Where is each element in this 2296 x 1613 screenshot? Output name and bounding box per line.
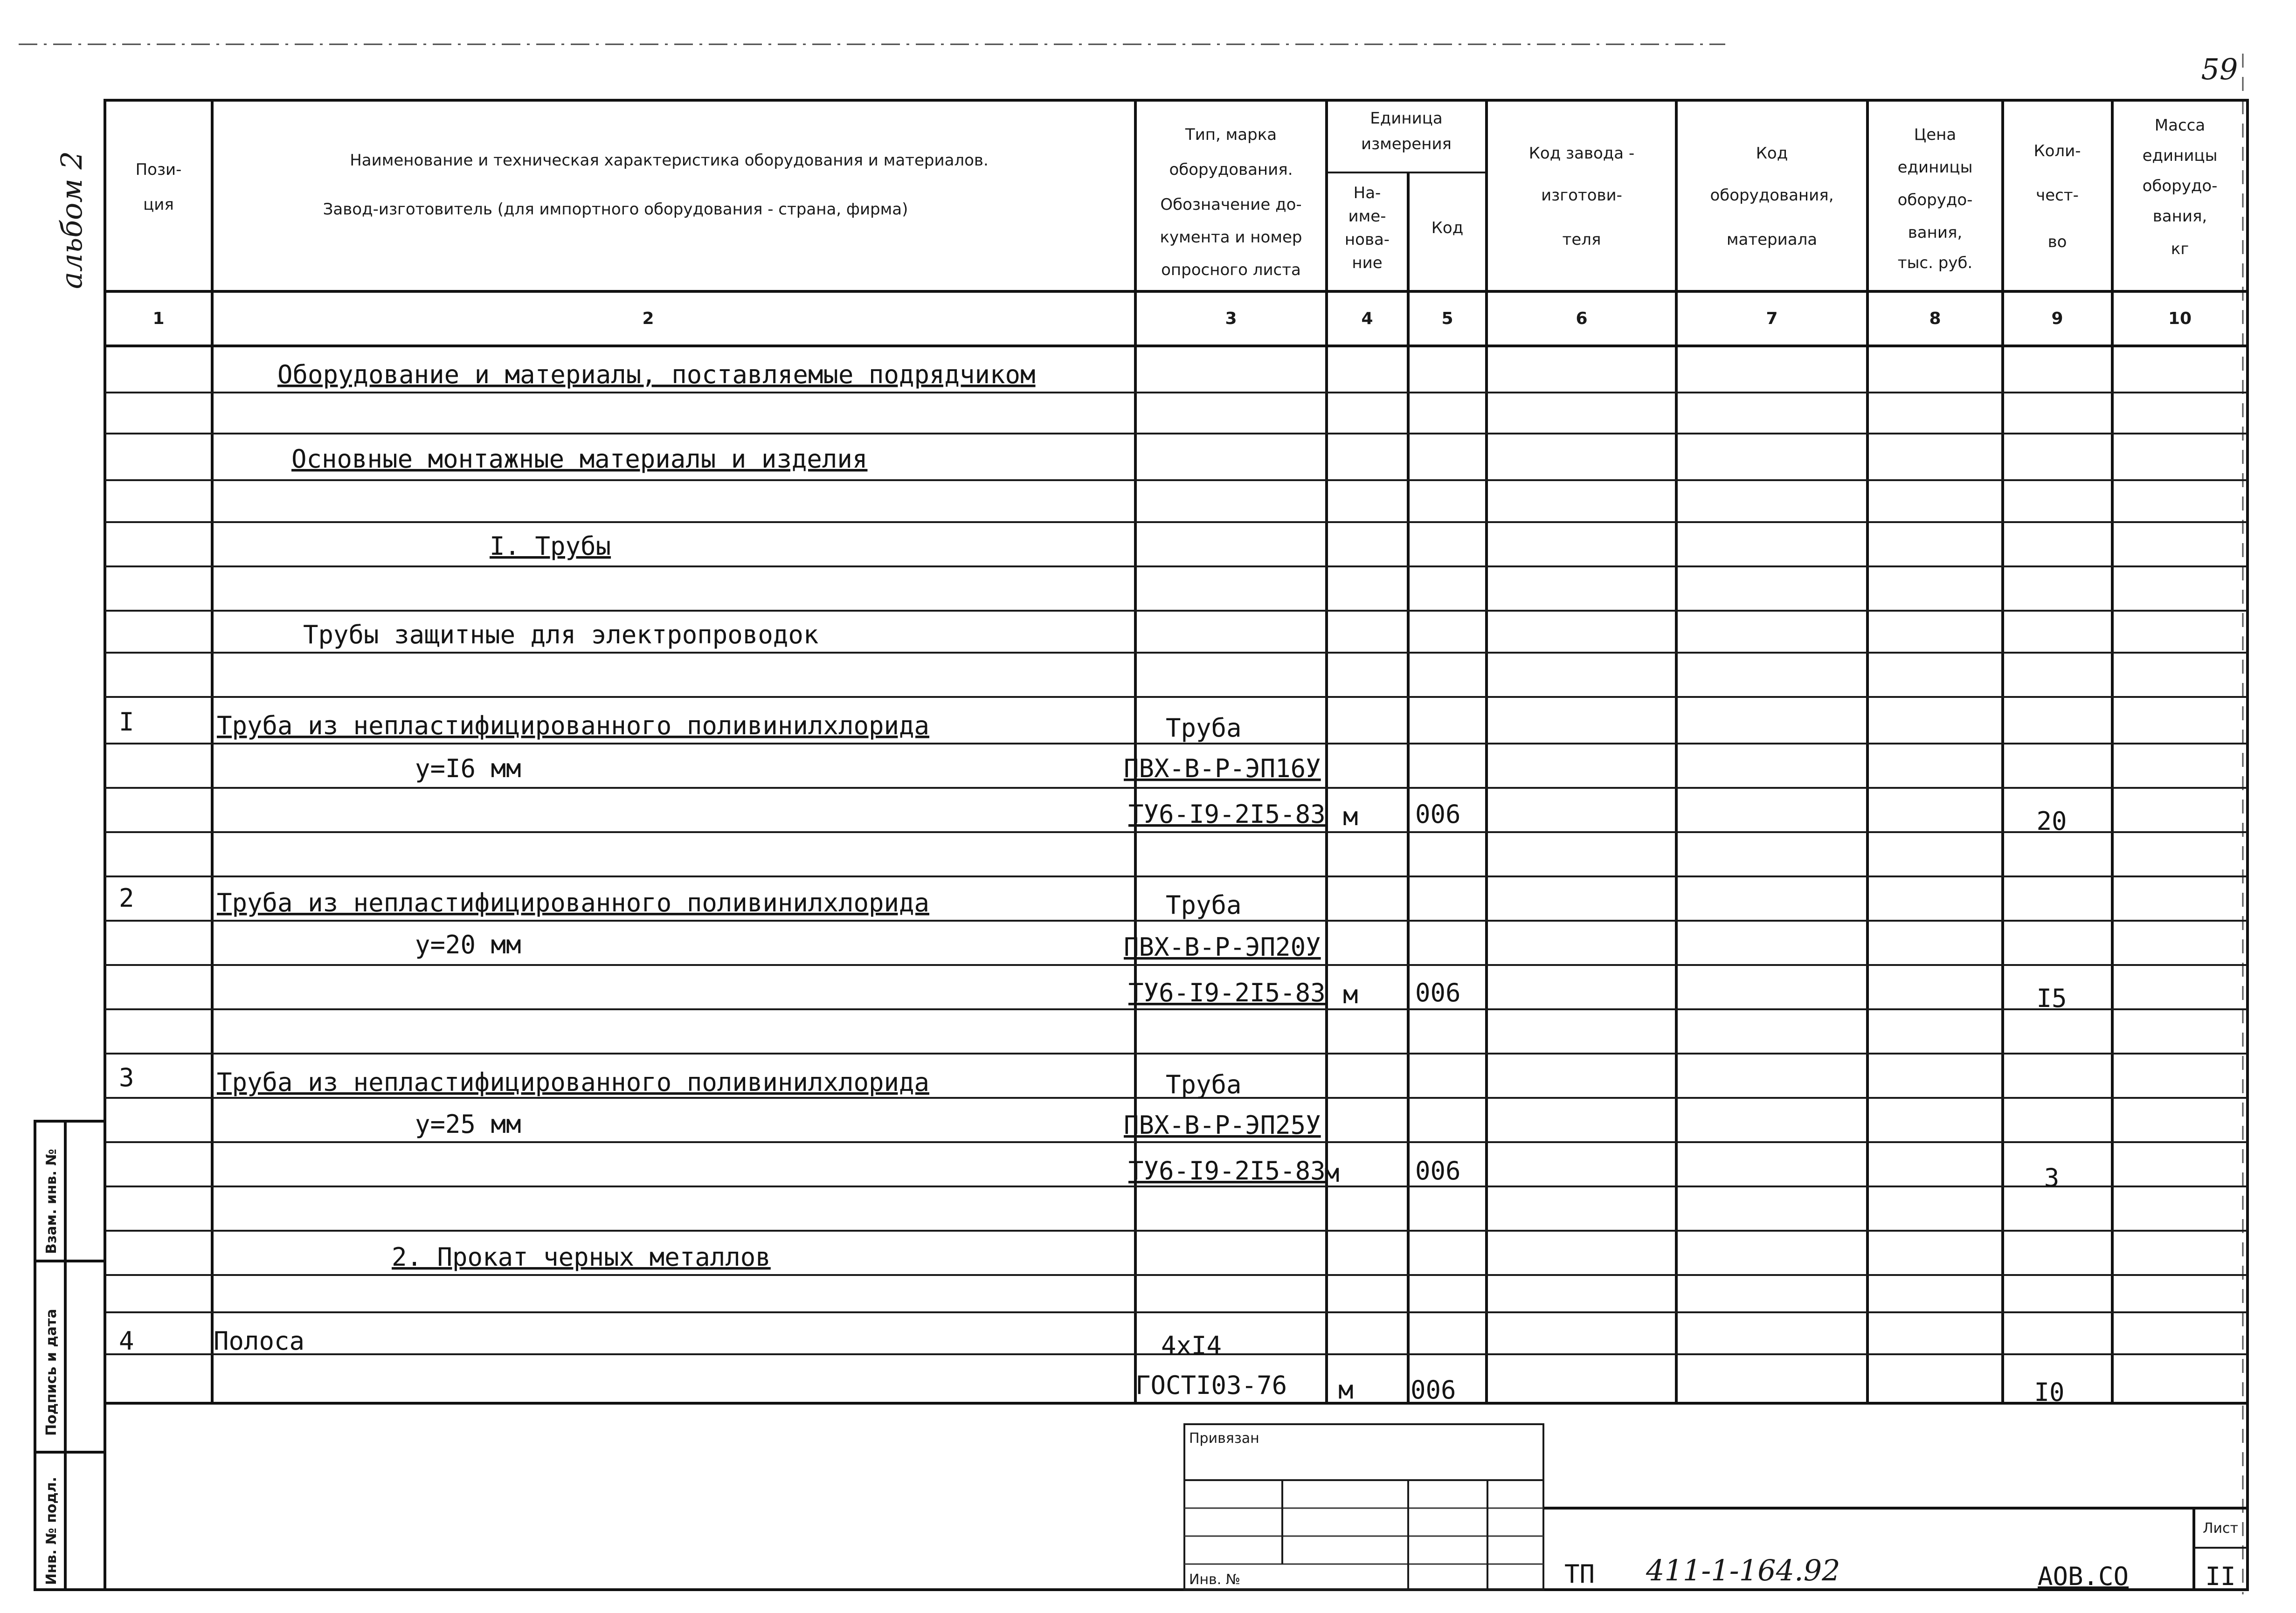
header-col6-line3: теля (1562, 230, 1601, 249)
title-document-code: АОВ.СО (2038, 1562, 2129, 1591)
item-type: Труба (1166, 713, 1242, 743)
item-document: ТУ6-I9-2I5-83 (1128, 1156, 1326, 1186)
header-col1-line1: Пози- (135, 160, 182, 179)
item-type: Труба (1166, 1070, 1242, 1099)
item-quantity: 3 (2044, 1163, 2060, 1193)
table-header (136, 109, 2218, 279)
item-unit: м (1338, 1375, 1354, 1405)
column-number: 10 (2168, 309, 2192, 328)
item-position: I (119, 707, 134, 737)
header-col10-line3: оборудо- (2142, 177, 2218, 195)
table-grid (105, 100, 2248, 1590)
header-col1-line2: ция (143, 195, 174, 214)
header-unit-group-line2: измерения (1361, 135, 1452, 153)
header-col8-line4: вания, (1908, 223, 1963, 242)
header-col9-line1: Коли- (2033, 142, 2081, 160)
item-position: 4 (119, 1326, 134, 1356)
header-col5: Код (1431, 219, 1464, 237)
column-number: 2 (642, 309, 654, 328)
header-col8-line1: Цена (1914, 125, 1957, 144)
item-type-mark: ПВХ-В-Р-ЭП20У (1124, 932, 1321, 962)
item-position: 3 (119, 1063, 134, 1092)
header-col2-line1: Наименование и техническая характеристика оборудования и материалов. (350, 151, 989, 170)
header-col10-line4: вания, (2152, 207, 2207, 226)
column-number: 7 (1766, 309, 1778, 328)
item-document: ГОСТI03-76 (1135, 1371, 1287, 1400)
stamp-replaced-inventory: Взам. инв. № (43, 1149, 60, 1254)
title-project-prefix: ТП (1564, 1559, 1595, 1589)
column-number: 3 (1225, 309, 1237, 328)
table-row (119, 707, 2067, 836)
table-row (119, 1063, 2059, 1193)
section-title-ferrous-rolled-metal: 2. Прокат черных металлов (392, 1242, 771, 1272)
header-col4-line1: На- (1353, 184, 1381, 202)
column-number: 9 (2051, 309, 2063, 328)
item-size: у=20 мм (415, 930, 521, 959)
header-col3-line2: оборудования. (1169, 160, 1293, 179)
item-unit-code: 006 (1415, 1156, 1461, 1186)
section-titles (277, 360, 1036, 1272)
header-col3-line1: Тип, марка (1185, 125, 1277, 144)
header-col4-line3: нова- (1344, 230, 1390, 249)
title-block (1184, 1424, 2248, 1591)
item-quantity: I5 (2036, 984, 2067, 1013)
item-type: Труба (1166, 890, 1242, 920)
column-number: 6 (1576, 309, 1588, 328)
section-title-protective-pipes: Трубы защитные для электропроводок (303, 620, 819, 649)
item-type: 4хI4 (1161, 1331, 1222, 1360)
header-col10-line5: кг (2171, 240, 2189, 258)
title-project-number: 411-1-164.92 (1646, 1553, 1840, 1587)
item-unit-code: 006 (1415, 800, 1461, 829)
column-number: 8 (1929, 309, 1941, 328)
item-unit: м (1324, 1158, 1340, 1188)
header-col8-line2: единицы (1897, 158, 1973, 177)
item-unit: м (1343, 802, 1358, 831)
item-type-mark: ПВХ-В-Р-ЭП25У (1124, 1110, 1321, 1140)
column-number: 5 (1441, 309, 1453, 328)
header-col7-line1: Код (1756, 144, 1788, 163)
title-sheet-label: Лист (2202, 1520, 2239, 1537)
item-unit-code: 006 (1415, 978, 1461, 1007)
page-number: 59 (2201, 52, 2238, 86)
header-col7-line3: материала (1726, 230, 1818, 249)
side-stamp (35, 1121, 105, 1590)
header-col8-line5: тыс. руб. (1897, 254, 1973, 272)
section-title-supplied-by-contractor: Оборудование и материалы, поставляемые подрядчиком (277, 360, 1036, 389)
margin-note: альбом 2 (55, 151, 89, 289)
item-name: Труба из непластифицированного поливинилхлорида (217, 888, 930, 917)
item-name: Труба из непластифицированного поливинилхлорида (217, 1068, 930, 1097)
header-col2-line2: Завод-изготовитель (для импортного оборудования - страна, фирма) (323, 200, 908, 219)
title-sheet-number: II (2205, 1562, 2236, 1591)
item-name: Труба из непластифицированного поливинилхлорида (217, 711, 930, 740)
stamp-signature-date: Подпись и дата (43, 1309, 60, 1436)
stamp-original-inventory: Инв. № подл. (43, 1476, 60, 1585)
item-quantity: I0 (2034, 1378, 2065, 1407)
item-document: ТУ6-I9-2I5-83 (1128, 800, 1326, 829)
column-number: 4 (1361, 309, 1373, 328)
header-col10-line2: единицы (2142, 146, 2218, 165)
item-unit-code: 006 (1411, 1375, 1456, 1405)
title-inventory-label: Инв. № (1189, 1572, 1241, 1588)
item-quantity: 20 (2036, 806, 2067, 836)
column-number: 1 (152, 309, 165, 328)
header-col6-line2: изготови- (1541, 186, 1622, 205)
item-type-mark: ПВХ-В-Р-ЭП16У (1124, 754, 1321, 783)
header-col3-line3: Обозначение до- (1160, 195, 1302, 214)
header-col8-line3: оборудо- (1897, 191, 1973, 209)
table-row (119, 883, 2067, 1013)
item-size: у=I6 мм (415, 754, 521, 783)
item-document: ТУ6-I9-2I5-83 (1128, 978, 1326, 1007)
header-col4-line2: име- (1348, 207, 1386, 226)
item-position: 2 (119, 883, 134, 913)
header-col9-line2: чест- (2036, 186, 2079, 205)
item-unit: м (1343, 980, 1358, 1009)
header-col6-line1: Код завода - (1528, 144, 1635, 163)
header-col3-line4: кумента и номер (1160, 228, 1302, 247)
table-row (119, 1326, 2065, 1407)
header-col4-line4: ние (1352, 254, 1383, 272)
header-col9-line3: во (2047, 233, 2067, 251)
column-number-row (152, 309, 2192, 328)
item-name: Полоса (214, 1326, 305, 1356)
item-size: у=25 мм (415, 1110, 521, 1139)
header-col7-line2: оборудования, (1710, 186, 1834, 205)
section-title-pipes: I. Трубы (490, 531, 611, 561)
header-unit-group-line1: Единица (1370, 109, 1443, 128)
header-col10-line1: Масса (2154, 116, 2206, 135)
section-title-installation-materials: Основные монтажные материалы и изделия (291, 444, 868, 474)
title-attached-label: Привязан (1189, 1430, 1259, 1447)
header-col3-line5: опросного листа (1161, 261, 1301, 279)
